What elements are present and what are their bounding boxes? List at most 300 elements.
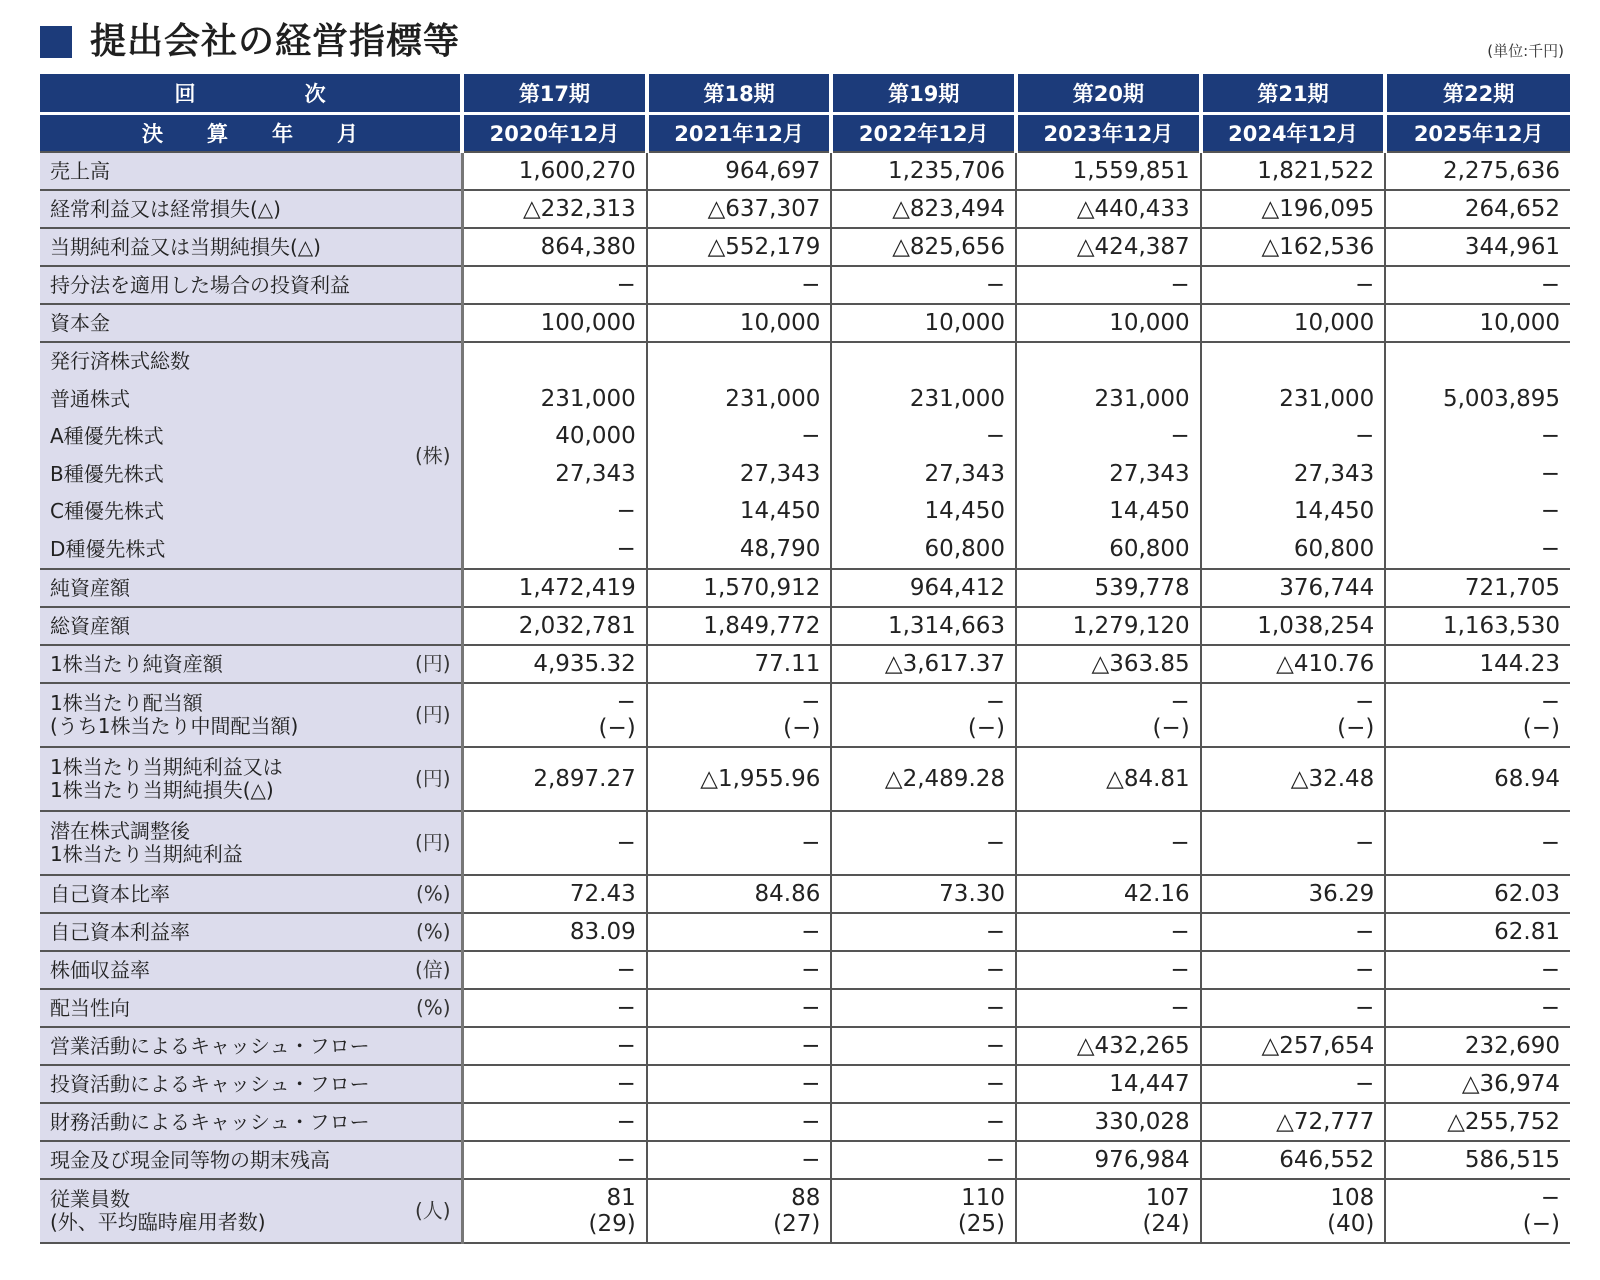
- share-class-label: A種優先株式: [50, 424, 164, 448]
- shares-value-lines: [1396, 343, 1560, 568]
- value-cell: △36,974: [1385, 1065, 1570, 1103]
- row-label-cf-financing: [40, 1103, 462, 1141]
- secondary-value: (−): [1337, 715, 1375, 741]
- value-cell: −: [1385, 951, 1570, 989]
- primary-value: 108: [1330, 1184, 1375, 1211]
- row-unit: (円): [415, 830, 451, 855]
- share-count: 27,343: [1293, 460, 1375, 487]
- table-row: [40, 342, 1570, 569]
- value-cell: [831, 683, 1016, 747]
- primary-value: −: [1540, 688, 1560, 715]
- row-label-text: 持分法を適用した場合の投資利益: [50, 272, 350, 297]
- row-unit: (円): [415, 766, 451, 791]
- row-label-text: 発行済株式総数: [50, 349, 190, 373]
- share-count: −: [616, 535, 636, 562]
- spacer: [1396, 343, 1560, 381]
- period-header: 第20期: [1016, 74, 1201, 113]
- value-cell: −: [1016, 951, 1201, 989]
- value-cell: 2,897.27: [462, 747, 647, 811]
- share-count: 60,800: [924, 535, 1006, 562]
- value-cell: 14,447: [1016, 1065, 1201, 1103]
- table-row: [40, 569, 1570, 607]
- row-label-net-assets: [40, 569, 462, 607]
- value-cell: 1,600,270: [462, 152, 647, 190]
- row-label-ordinary: [40, 190, 462, 228]
- value-lines: [1212, 689, 1375, 742]
- value-cell: −: [1201, 951, 1386, 989]
- share-count: −: [1540, 423, 1560, 449]
- secondary-value: (25): [957, 1211, 1006, 1237]
- row-label-capital: [40, 304, 462, 342]
- table-row: [40, 152, 1570, 190]
- value-cell: −: [1016, 266, 1201, 304]
- value-cell: [462, 342, 647, 569]
- table-row: [40, 228, 1570, 266]
- value-cell: −: [462, 1027, 647, 1065]
- date-header: 2024年12月: [1201, 113, 1386, 152]
- value-lines: [1396, 1185, 1560, 1238]
- section-header: [40, 16, 1570, 68]
- value-cell: 72.43: [462, 875, 647, 913]
- row-unit: (株): [415, 443, 451, 467]
- row-label-text: 投資活動によるキャッシュ・フロー: [50, 1071, 370, 1096]
- row-label-lines: [50, 756, 451, 802]
- value-cell: △823,494: [831, 190, 1016, 228]
- table-row: [40, 875, 1570, 913]
- row-label-sales: [40, 152, 462, 190]
- secondary-value: (−): [783, 715, 821, 741]
- period-header: 第18期: [647, 74, 832, 113]
- table-row: [40, 989, 1570, 1027]
- shares-value-lines: [842, 343, 1005, 568]
- row-label-lines: [50, 820, 451, 866]
- row-label-text: 財務活動によるキャッシュ・フロー: [50, 1109, 370, 1134]
- row-label-equity-ratio: [40, 875, 462, 913]
- primary-value: −: [801, 688, 821, 715]
- share-count: −: [1170, 423, 1190, 449]
- share-count: 5,003,895: [1442, 385, 1560, 412]
- share-count: 14,450: [924, 498, 1006, 524]
- value-cell: −: [1201, 266, 1386, 304]
- value-cell: 586,515: [1385, 1141, 1570, 1179]
- row-label-text: 自己資本比率: [50, 881, 170, 906]
- row-label-text: 従業員数: [50, 1187, 130, 1211]
- row-label-text: 経常利益又は経常損失(△): [50, 196, 281, 221]
- row-label-text: 1株当たり当期純利益又は: [50, 755, 283, 779]
- value-cell: −: [1016, 811, 1201, 875]
- value-lines: [842, 1185, 1005, 1238]
- row-label-text: 売上高: [50, 158, 110, 183]
- share-count: 27,343: [1109, 460, 1190, 487]
- share-class-label: D種優先株式: [50, 536, 166, 561]
- row-label-text: 営業活動によるキャッシュ・フロー: [50, 1033, 370, 1058]
- value-cell: −: [462, 266, 647, 304]
- date-header: 2023年12月: [1016, 113, 1201, 152]
- share-count: −: [1540, 460, 1560, 487]
- row-unit: (%): [416, 919, 451, 944]
- value-cell: [1385, 342, 1570, 569]
- value-cell: 84.86: [647, 875, 832, 913]
- spacer: [658, 343, 821, 381]
- table-row: [40, 1179, 1570, 1243]
- row-label-net-income: [40, 228, 462, 266]
- value-cell: △196,095: [1201, 190, 1386, 228]
- date-header: 2022年12月: [831, 113, 1016, 152]
- value-cell: 4,935.32: [462, 645, 647, 683]
- period-header: 第17期: [462, 74, 647, 113]
- row-unit: (倍): [415, 957, 451, 982]
- share-count: 231,000: [1094, 385, 1190, 412]
- value-cell: 330,028: [1016, 1103, 1201, 1141]
- value-cell: 10,000: [647, 304, 832, 342]
- secondary-value: (−): [967, 715, 1006, 741]
- row-label-cf-investing: [40, 1065, 462, 1103]
- date-header: 2025年12月: [1385, 113, 1570, 152]
- primary-value: 81: [606, 1184, 636, 1211]
- value-cell: [647, 342, 832, 569]
- value-cell: △72,777: [1201, 1103, 1386, 1141]
- value-cell: −: [647, 913, 832, 951]
- value-cell: △410.76: [1201, 645, 1386, 683]
- value-cell: △432,265: [1016, 1027, 1201, 1065]
- header-label-char: 算: [207, 121, 229, 146]
- value-cell: −: [647, 1141, 832, 1179]
- header-label-char: 決: [142, 121, 163, 146]
- share-count: 14,450: [1109, 498, 1190, 524]
- secondary-value: (27): [773, 1211, 821, 1237]
- value-cell: −: [831, 1141, 1016, 1179]
- primary-value: 110: [961, 1184, 1006, 1211]
- value-cell: 10,000: [1385, 304, 1570, 342]
- table-row: [40, 1141, 1570, 1179]
- value-cell: [831, 1179, 1016, 1243]
- share-count: 60,800: [1293, 535, 1375, 562]
- value-cell: △1,955.96: [647, 747, 832, 811]
- value-cell: 964,412: [831, 569, 1016, 607]
- table-row: [40, 683, 1570, 747]
- value-cell: 539,778: [1016, 569, 1201, 607]
- value-cell: −: [647, 266, 832, 304]
- value-cell: 144.23: [1385, 645, 1570, 683]
- value-cell: △84.81: [1016, 747, 1201, 811]
- share-class-label: C種優先株式: [50, 499, 164, 523]
- value-cell: [1201, 683, 1386, 747]
- row-unit: (%): [416, 881, 451, 906]
- value-cell: [462, 683, 647, 747]
- row-label-text: 配当性向: [50, 995, 130, 1020]
- row-label-cash-end: [40, 1141, 462, 1179]
- value-cell: △363.85: [1016, 645, 1201, 683]
- value-cell: 264,652: [1385, 190, 1570, 228]
- share-count: −: [1540, 498, 1560, 524]
- value-cell: 1,821,522: [1201, 152, 1386, 190]
- header-row-date: [40, 113, 1570, 152]
- value-cell: [1016, 683, 1201, 747]
- row-label-shares: [40, 342, 462, 569]
- value-cell: △32.48: [1201, 747, 1386, 811]
- share-count: 231,000: [725, 385, 821, 412]
- row-label-equity-method: [40, 266, 462, 304]
- value-cell: −: [831, 266, 1016, 304]
- row-label-eps: [40, 747, 462, 811]
- value-cell: 864,380: [462, 228, 647, 266]
- row-label-text: 現金及び現金同等物の期末残高: [50, 1147, 330, 1172]
- row-label-text: 当期純利益又は当期純損失(△): [50, 234, 321, 259]
- row-label-text: 総資産額: [50, 613, 130, 638]
- row-label-lines: [50, 692, 451, 738]
- primary-value: −: [616, 688, 636, 715]
- row-label-text: 1株当たり当期純利益: [50, 842, 243, 866]
- value-cell: 62.81: [1385, 913, 1570, 951]
- share-count: −: [801, 423, 821, 449]
- primary-value: 88: [791, 1184, 821, 1211]
- value-cell: 77.11: [647, 645, 832, 683]
- value-lines: [1396, 689, 1560, 742]
- shares-value-lines: [1212, 343, 1375, 568]
- value-cell: △825,656: [831, 228, 1016, 266]
- row-label-roe: [40, 913, 462, 951]
- page-title: 提出会社の経営指標等: [90, 21, 461, 62]
- table-row: [40, 1065, 1570, 1103]
- value-cell: 10,000: [1016, 304, 1201, 342]
- row-label-dps: [40, 683, 462, 747]
- spacer: [1212, 343, 1375, 381]
- header-row-period: [40, 74, 1570, 113]
- value-cell: −: [831, 913, 1016, 951]
- row-label-diluted-eps: [40, 811, 462, 875]
- value-cell: [1016, 342, 1201, 569]
- value-cell: 1,163,530: [1385, 607, 1570, 645]
- value-cell: −: [1201, 989, 1386, 1027]
- row-label-employees: [40, 1179, 462, 1243]
- value-cell: 1,314,663: [831, 607, 1016, 645]
- row-label-text: 1株当たり純資産額: [50, 651, 223, 676]
- share-count: 48,790: [739, 535, 821, 562]
- row-label-text: 純資産額: [50, 575, 130, 600]
- share-count: −: [985, 423, 1006, 449]
- value-cell: [1201, 342, 1386, 569]
- header-label-char: 次: [304, 81, 326, 106]
- value-cell: 1,570,912: [647, 569, 832, 607]
- row-label-text: (うち1株当たり中間配当額): [50, 714, 299, 738]
- share-count: 27,343: [555, 460, 636, 487]
- value-cell: −: [1385, 989, 1570, 1027]
- row-label-text: 自己資本利益率: [50, 919, 190, 944]
- row-unit: (%): [416, 995, 451, 1020]
- table-row: [40, 304, 1570, 342]
- period-header: 第19期: [831, 74, 1016, 113]
- value-cell: 232,690: [1385, 1027, 1570, 1065]
- row-label-text: 資本金: [50, 310, 110, 335]
- spacer: [474, 343, 636, 381]
- row-label-payout: [40, 989, 462, 1027]
- value-cell: 68.94: [1385, 747, 1570, 811]
- value-cell: −: [647, 1027, 832, 1065]
- value-cell: −: [1385, 811, 1570, 875]
- value-cell: [647, 683, 832, 747]
- share-count: −: [1540, 535, 1560, 562]
- value-cell: 73.30: [831, 875, 1016, 913]
- value-cell: [462, 1179, 647, 1243]
- value-cell: 376,744: [1201, 569, 1386, 607]
- value-cell: −: [647, 811, 832, 875]
- value-cell: −: [462, 1103, 647, 1141]
- share-count: 60,800: [1109, 535, 1190, 562]
- primary-value: −: [1355, 688, 1375, 715]
- value-cell: [647, 1179, 832, 1243]
- secondary-value: (29): [588, 1211, 636, 1237]
- value-cell: 2,032,781: [462, 607, 647, 645]
- primary-value: 107: [1145, 1184, 1190, 1211]
- primary-value: −: [1540, 1184, 1560, 1211]
- header-label-period: [40, 74, 462, 113]
- value-lines: [1027, 1185, 1190, 1238]
- table-row: [40, 951, 1570, 989]
- share-count: 27,343: [739, 460, 821, 487]
- value-cell: −: [1385, 266, 1570, 304]
- secondary-value: (−): [1522, 715, 1560, 741]
- value-cell: −: [462, 951, 647, 989]
- secondary-value: (−): [598, 715, 636, 741]
- value-cell: 1,038,254: [1201, 607, 1386, 645]
- secondary-value: (−): [1522, 1211, 1560, 1237]
- share-class-label: B種優先株式: [50, 461, 164, 486]
- shares-value-lines: [658, 343, 821, 568]
- value-cell: [1016, 1179, 1201, 1243]
- date-header: 2020年12月: [462, 113, 647, 152]
- value-cell: −: [1201, 811, 1386, 875]
- value-cell: −: [1201, 913, 1386, 951]
- share-class-label: 普通株式: [50, 386, 130, 411]
- secondary-value: (24): [1142, 1211, 1190, 1237]
- value-cell: △3,617.37: [831, 645, 1016, 683]
- shares-value-lines: [1027, 343, 1190, 568]
- value-lines: [474, 1185, 636, 1238]
- title-square-icon: [40, 26, 72, 58]
- value-cell: −: [462, 1065, 647, 1103]
- value-cell: 344,961: [1385, 228, 1570, 266]
- share-count: 231,000: [1279, 385, 1375, 412]
- row-label-text: (外、平均臨時雇用者数): [50, 1210, 266, 1234]
- header-label-char: 年: [272, 121, 294, 146]
- value-cell: [1385, 1179, 1570, 1243]
- table-row: [40, 266, 1570, 304]
- row-label-text: 1株当たり配当額: [50, 691, 203, 715]
- value-cell: △637,307: [647, 190, 832, 228]
- row-label-cf-operating: [40, 1027, 462, 1065]
- date-header: 2021年12月: [647, 113, 832, 152]
- table-row: [40, 811, 1570, 875]
- value-lines: [1027, 689, 1190, 742]
- value-cell: 721,705: [1385, 569, 1570, 607]
- header-label-char: 回: [174, 81, 196, 106]
- share-count: 231,000: [909, 385, 1006, 412]
- value-cell: −: [1016, 989, 1201, 1027]
- value-lines: [842, 689, 1005, 742]
- row-label-lines: [50, 1188, 451, 1234]
- value-lines: [658, 689, 821, 742]
- value-cell: −: [647, 989, 832, 1027]
- secondary-value: (40): [1327, 1211, 1375, 1237]
- shares-value-lines: [474, 343, 636, 568]
- value-cell: △2,489.28: [831, 747, 1016, 811]
- value-cell: 1,235,706: [831, 152, 1016, 190]
- share-count: −: [1355, 423, 1375, 449]
- header-label-date: [40, 113, 462, 152]
- value-cell: [1385, 683, 1570, 747]
- table-row: [40, 747, 1570, 811]
- value-cell: −: [831, 1065, 1016, 1103]
- row-unit: (円): [415, 651, 451, 676]
- value-cell: −: [831, 1027, 1016, 1065]
- row-label-total-assets: [40, 607, 462, 645]
- value-cell: △440,433: [1016, 190, 1201, 228]
- value-cell: −: [462, 1141, 647, 1179]
- share-count: 27,343: [924, 460, 1006, 487]
- value-cell: 42.16: [1016, 875, 1201, 913]
- value-cell: △257,654: [1201, 1027, 1386, 1065]
- row-label-bps: [40, 645, 462, 683]
- value-cell: 976,984: [1016, 1141, 1201, 1179]
- share-count: 14,450: [739, 498, 821, 524]
- value-cell: −: [647, 1103, 832, 1141]
- value-cell: 10,000: [831, 304, 1016, 342]
- primary-value: −: [985, 688, 1006, 715]
- row-label-text: 株価収益率: [50, 957, 150, 982]
- value-cell: △162,536: [1201, 228, 1386, 266]
- value-cell: 62.03: [1385, 875, 1570, 913]
- value-cell: −: [647, 951, 832, 989]
- value-cell: △232,313: [462, 190, 647, 228]
- value-lines: [474, 689, 636, 742]
- row-unit: (人): [415, 1198, 451, 1223]
- table-row: [40, 190, 1570, 228]
- financial-indicators-table: [40, 74, 1570, 1244]
- value-cell: −: [831, 989, 1016, 1027]
- row-label-text: 1株当たり当期純損失(△): [50, 778, 274, 802]
- value-cell: −: [831, 951, 1016, 989]
- value-cell: [1201, 1179, 1386, 1243]
- primary-value: −: [1170, 688, 1190, 715]
- value-cell: △255,752: [1385, 1103, 1570, 1141]
- row-label-per: [40, 951, 462, 989]
- value-cell: −: [1201, 1065, 1386, 1103]
- table-row: [40, 1027, 1570, 1065]
- shares-label-lines: [50, 343, 451, 568]
- value-cell: 100,000: [462, 304, 647, 342]
- value-cell: △552,179: [647, 228, 832, 266]
- table-row: [40, 913, 1570, 951]
- spacer: [842, 343, 1005, 381]
- secondary-value: (−): [1152, 715, 1190, 741]
- value-cell: 83.09: [462, 913, 647, 951]
- share-count: −: [616, 498, 636, 524]
- row-unit: (円): [415, 702, 451, 727]
- unit-note: (単位:千円): [1487, 42, 1564, 60]
- value-cell: −: [831, 1103, 1016, 1141]
- value-cell: −: [462, 989, 647, 1027]
- value-cell: [831, 342, 1016, 569]
- value-lines: [658, 1185, 821, 1238]
- value-cell: 1,279,120: [1016, 607, 1201, 645]
- value-cell: −: [831, 811, 1016, 875]
- value-cell: 2,275,636: [1385, 152, 1570, 190]
- share-count: 40,000: [555, 423, 636, 449]
- value-cell: 10,000: [1201, 304, 1386, 342]
- share-count: 14,450: [1293, 498, 1375, 524]
- value-cell: 1,559,851: [1016, 152, 1201, 190]
- value-cell: −: [647, 1065, 832, 1103]
